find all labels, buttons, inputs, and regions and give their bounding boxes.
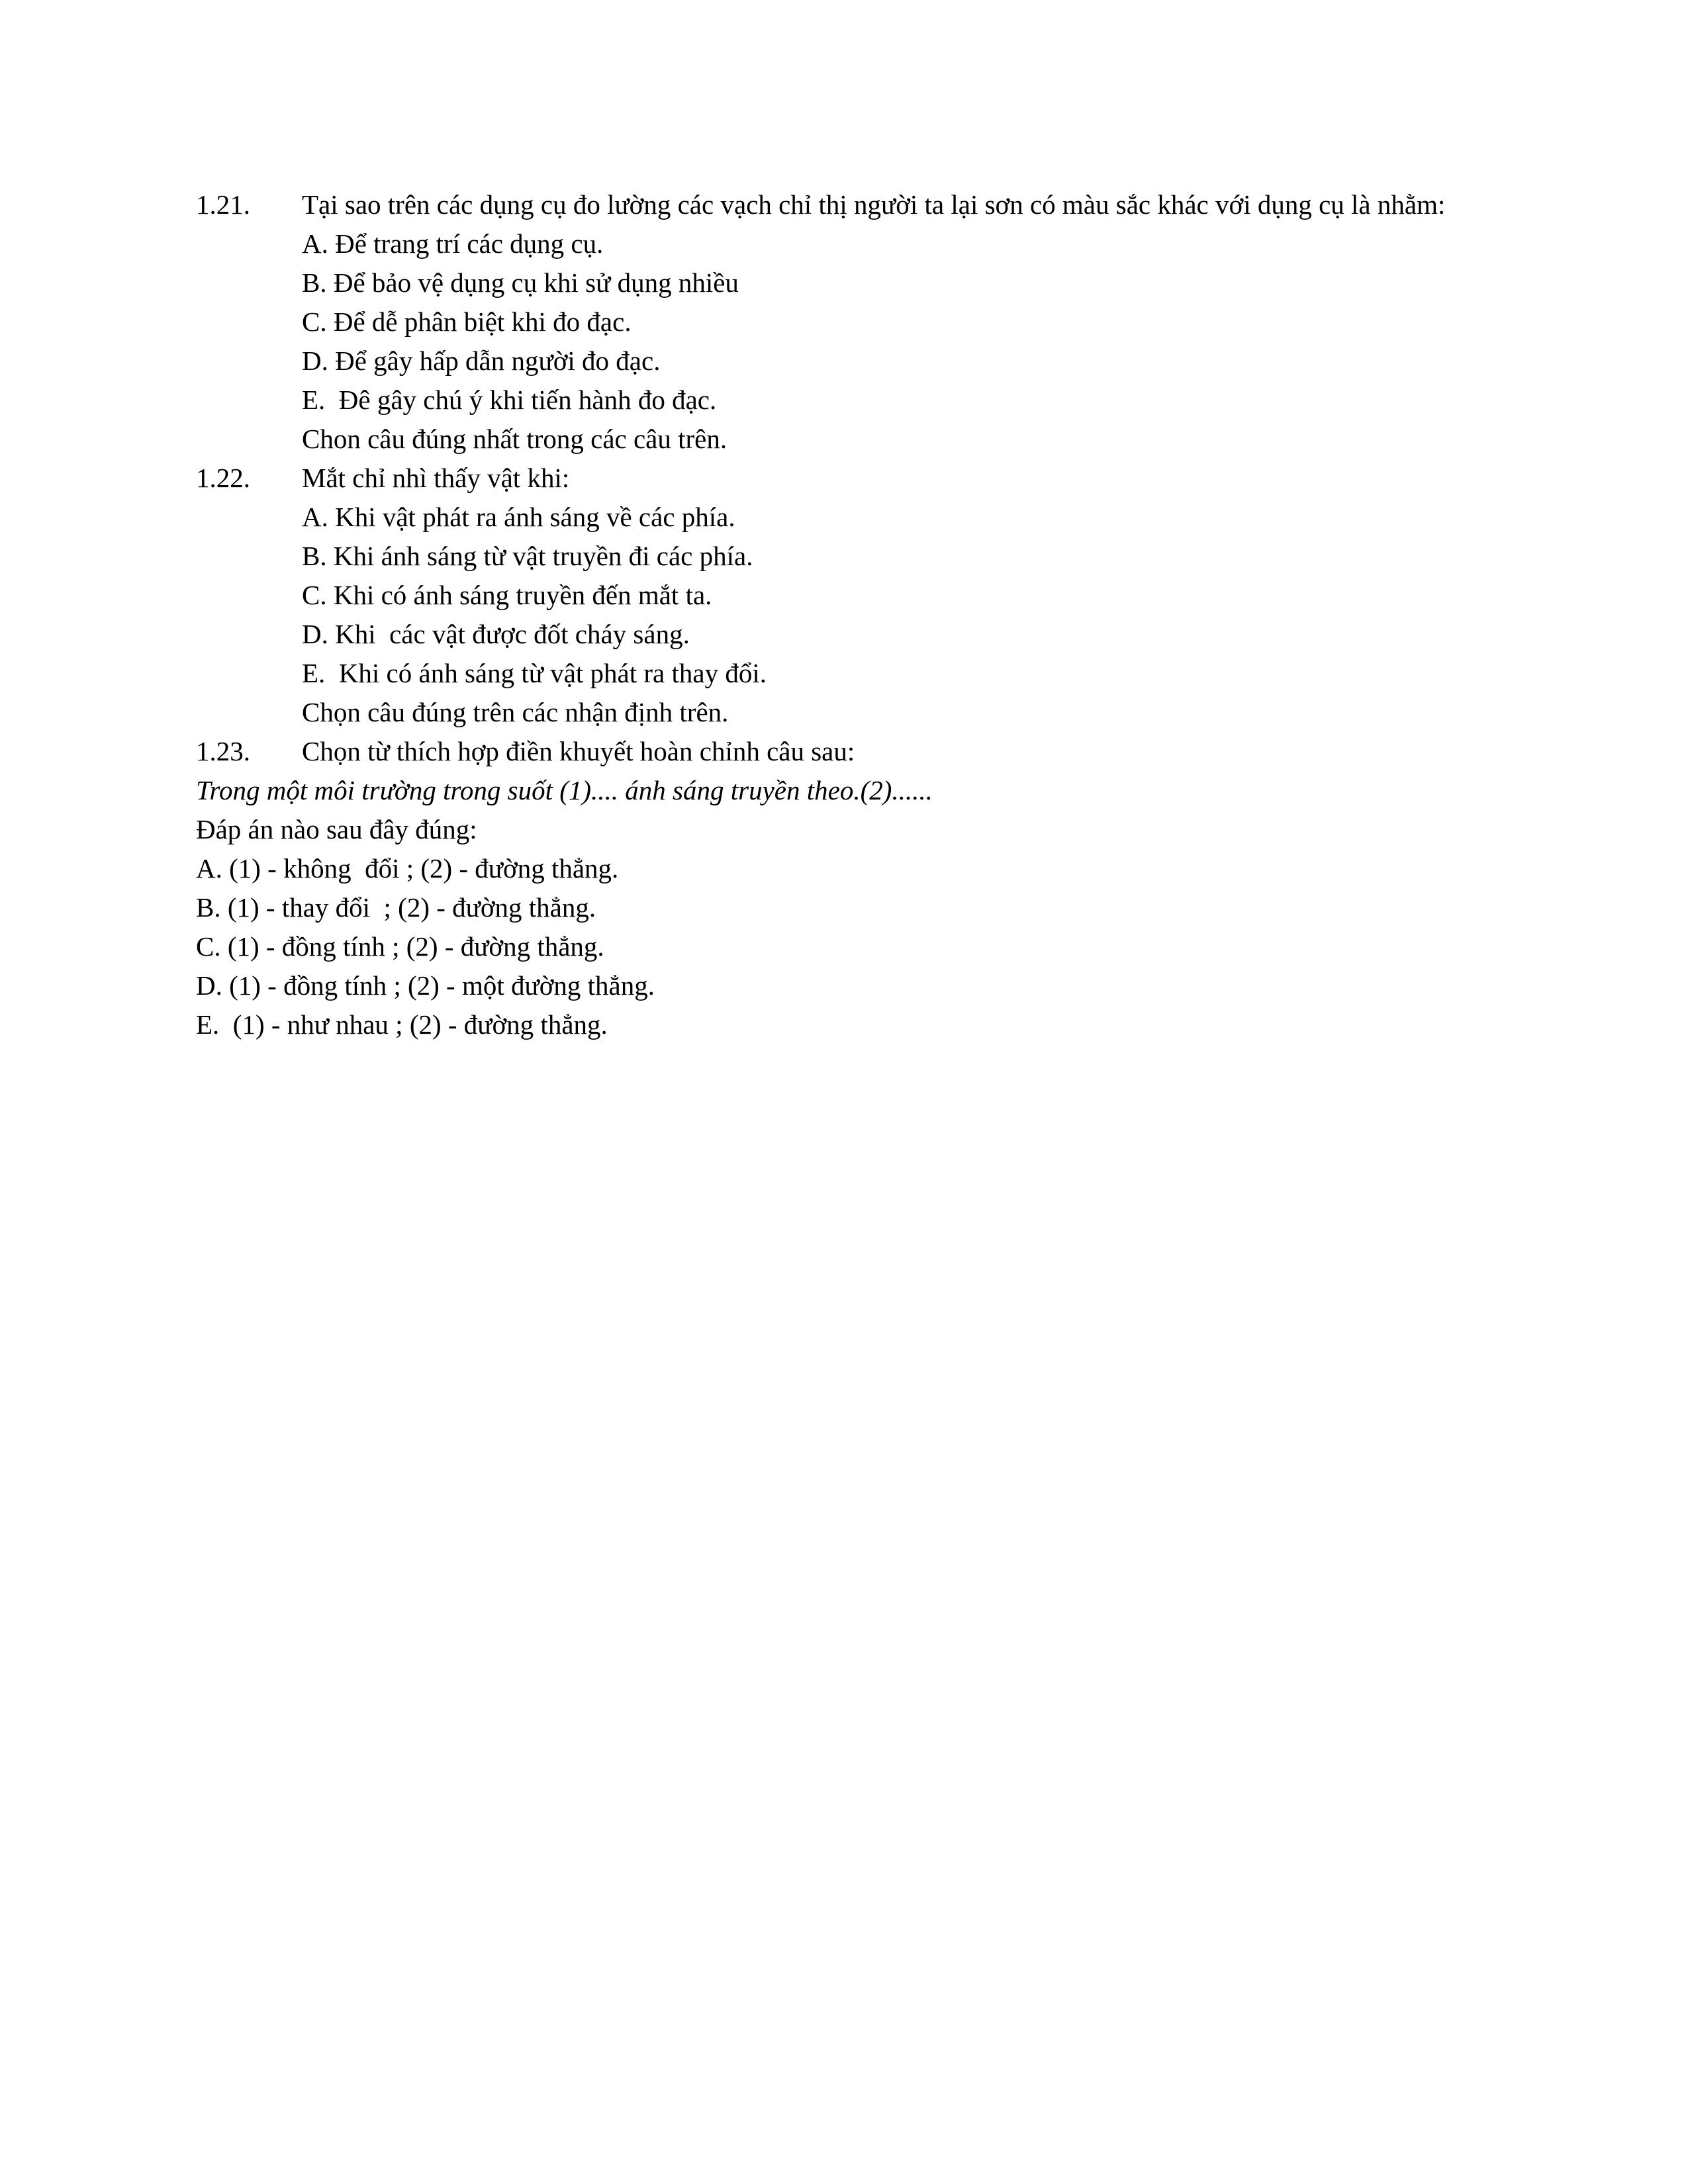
answer-option[interactable]: E. Khi có ánh sáng từ vật phát ra thay đổi.	[302, 658, 767, 688]
document-content	[196, 185, 1493, 1044]
question-block	[196, 185, 1493, 459]
question-stem: Mắt chỉ nhì thấy vật khi:	[302, 463, 570, 493]
question-stem-row	[196, 732, 1493, 771]
question-number: 1.23.	[196, 736, 250, 766]
answer-option[interactable]: B. (1) - thay đổi ; (2) - đường thẳng.	[196, 892, 596, 923]
answer-option[interactable]: C. Để dễ phân biệt khi đo đạc.	[302, 306, 632, 337]
answer-option[interactable]: D. (1) - đồng tính ; (2) - một đường thẳng.	[196, 970, 655, 1001]
answer-option[interactable]: B. Khi ánh sáng từ vật truyền đi các phía.	[302, 541, 753, 571]
answer-option[interactable]: A. Để trang trí các dụng cụ.	[302, 228, 604, 259]
answer-option[interactable]: E. (1) - như nhau ; (2) - đường thẳng.	[196, 1009, 608, 1040]
answer-option[interactable]: B. Để bảo vệ dụng cụ khi sử dụng nhiều	[302, 267, 739, 298]
answer-option[interactable]: C. (1) - đồng tính ; (2) - đường thẳng.	[196, 931, 604, 962]
question-closing: Chọn câu đúng trên các nhận định trên.	[302, 697, 729, 727]
fill-in-sentence: Trong một môi trường trong suốt (1).... ánh sáng truyền theo.(2)......	[196, 775, 933, 805]
question-stem: Chọn từ thích hợp điền khuyết hoàn chỉnh câu sau:	[302, 736, 855, 766]
answer-option[interactable]: C. Khi có ánh sáng truyền đến mắt ta.	[302, 580, 712, 610]
answer-option[interactable]: A. Khi vật phát ra ánh sáng về các phía.	[302, 502, 735, 532]
answer-option[interactable]: E. Đê gây chú ý khi tiến hành đo đạc.	[302, 385, 717, 415]
question-closing: Chon câu đúng nhất trong các câu trên.	[302, 424, 727, 454]
question-stem-row	[196, 459, 1493, 498]
question-block	[196, 459, 1493, 732]
question-number: 1.21.	[196, 189, 250, 220]
question-stem: Tại sao trên các dụng cụ đo lường các vạch chỉ thị người ta lại sơn có màu sắc khác với dụng cụ là nhằm:	[302, 189, 1446, 220]
answer-option[interactable]: D. Khi các vật được đốt cháy sáng.	[302, 619, 690, 649]
answer-option[interactable]: A. (1) - không đổi ; (2) - đường thẳng.	[196, 853, 619, 884]
answer-prompt: Đáp án nào sau đây đúng:	[196, 814, 477, 844]
question-number: 1.22.	[196, 463, 250, 493]
question-block	[196, 732, 1493, 1044]
answer-option[interactable]: D. Để gây hấp dẫn người đo đạc.	[302, 345, 661, 376]
question-stem-row	[196, 185, 1493, 224]
